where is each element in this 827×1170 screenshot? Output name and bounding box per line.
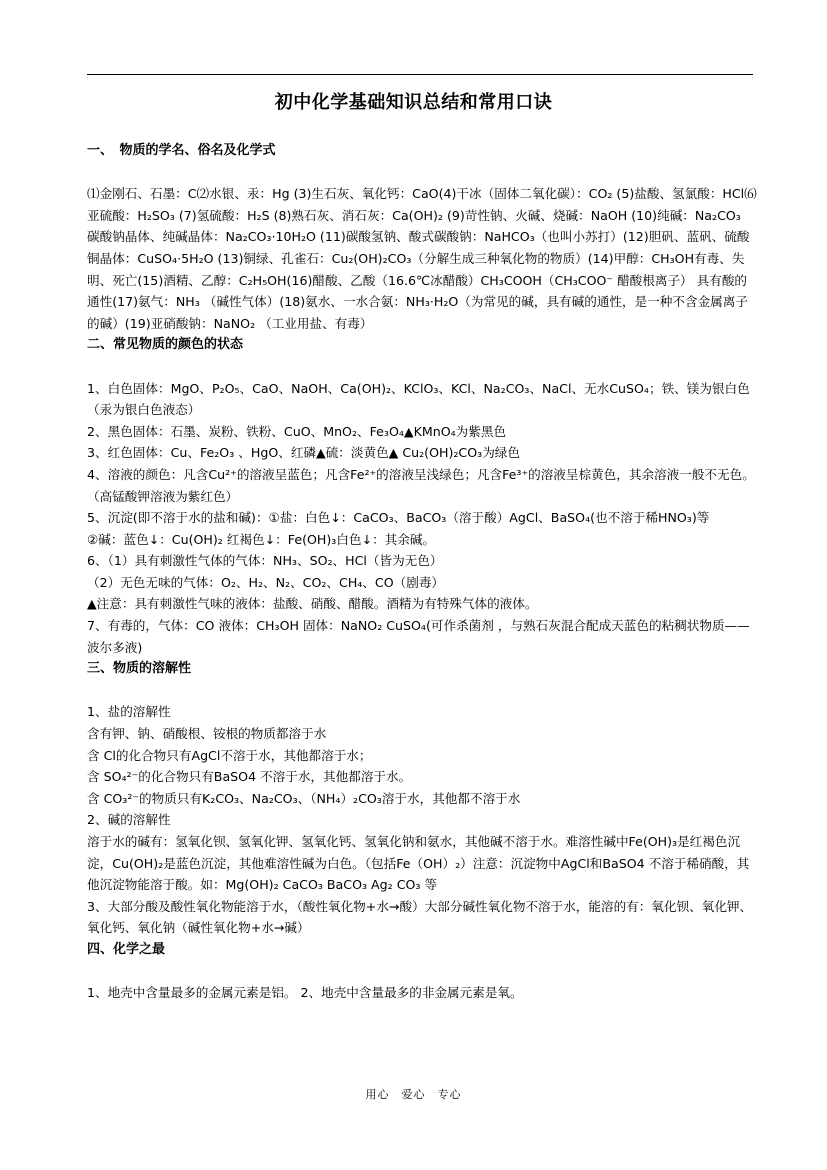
section-heading: 一、 物质的学名、俗名及化学式 [87, 143, 276, 158]
paragraph: ⑴金刚石、石墨：C⑵水银、汞：Hg (3)生石灰、氧化钙：CaO(4)干冰（固体二氧化碳）：CO₂ (5)盐酸、氢氯酸：HCl⑹亚硫酸：H₂SO₃ (7)氢硫酸：H₂S (8)熟石灰、消石灰：Ca(OH)₂ (9)苛性钠、火碱、烧碱：NaOH (10)纯碱：Na₂CO₃ 碳酸钠晶体、纯碱晶体：Na₂CO₃·10H₂O (11)碳酸氢钠、酸式碳酸钠：NaHCO₃（也叫小苏打）(12)胆矾、蓝矾、硫酸铜晶体：CuSO₄·5H₂O (13)铜绿、孔雀石：Cu₂(OH)₂CO₃（分解生成三种氧化物的物质）(14)甲醇：CH₃OH有毒、失明、死亡(15)酒精、乙醇：C₂H₅OH(16)醋酸、乙酸（16.6℃冰醋酸）CH₃COOH（CH₃COO⁻ 醋酸根离子） 具有酸的通性(17)氨气：NH₃ （碱性气体）(18)氨水、一水合氨：NH₃·H₂O（为常见的碱，具有碱的通性，是一种不含金属离子的碱）(19)亚硝酸钠：NaNO₂ （工业用盐、有毒） [87, 186, 757, 331]
paragraph: 溶于水的碱有：氢氧化钡、氢氧化钾、氢氧化钙、氢氧化钠和氨水，其他碱不溶于水。难溶性碱中Fe(OH)₃是红褐色沉淀，Cu(OH)₂是蓝色沉淀，其他难溶性碱为白色。（包括Fe（OH）₂）注意：沉淀物中AgCl和BaSO4 不溶于稀硝酸，其他沉淀物能溶于酸。如：Mg(OH)₂ CaCO₃ BaCO₃ Ag₂ CO₃ 等 [87, 834, 750, 893]
page-footer: 用心 爱心 专心 [365, 1088, 462, 1101]
section-heading: 三、物质的溶解性 [87, 661, 192, 677]
paragraph: 3、大部分酸及酸性氧化物能溶于水，（酸性氧化物+水→酸）大部分碱性氧化物不溶于水，能溶的有：氧化钡、氧化钾、氧化钙、氧化钠（碱性氧化物+水→碱） [87, 898, 753, 936]
header-rule [87, 74, 753, 75]
page-title: 初中化学基础知识总结和常用口诀 [274, 92, 553, 113]
paragraph: 3、红色固体：Cu、Fe₂O₃ 、HgO、红磷▲硫：淡黄色▲ Cu₂(OH)₂CO₃为绿色 [87, 445, 520, 461]
paragraph: 7、有毒的，气体：CO 液体：CH₃OH 固体：NaNO₂ CuSO₄(可作杀菌剂 ，与熟石灰混合配成天蓝色的粘稠状物质——波尔多液) [87, 618, 750, 655]
paragraph: 1、地壳中含量最多的金属元素是铝。 2、地壳中含量最多的非金属元素是氧。 [87, 985, 523, 1001]
document-body [87, 140, 757, 1004]
section-heading: 四、化学之最 [87, 941, 166, 957]
paragraph: 含 SO₄²⁻的化合物只有BaSO4 不溶于水，其他都溶于水。 [87, 769, 412, 785]
paragraph: 5、沉淀(即不溶于水的盐和碱)：①盐：白色↓：CaCO₃、BaCO₃（溶于酸）AgCl、BaSO₄(也不溶于稀HNO₃)等 [87, 510, 710, 526]
paragraph: 4、溶液的颜色：凡含Cu²⁺的溶液呈蓝色；凡含Fe²⁺的溶液呈浅绿色；凡含Fe³⁺的溶液呈棕黄色，其余溶液一般不无色。（高锰酸钾溶液为紫红色） [87, 466, 755, 504]
paragraph: 1、盐的溶解性 [87, 704, 171, 720]
paragraph: 含 Cl的化合物只有AgCl不溶于水，其他都溶于水； [87, 747, 372, 763]
paragraph: ②碱：蓝色↓：Cu(OH)₂ 红褐色↓：Fe(OH)₃白色↓：其余碱。 [87, 531, 436, 547]
paragraph: 含 CO₃²⁻的物质只有K₂CO₃、Na₂CO₃、（NH₄）₂CO₃溶于水，其他都不溶于水 [87, 790, 521, 806]
paragraph: 1、白色固体：MgO、P₂O₅、CaO、NaOH、Ca(OH)₂、KClO₃、KCl、Na₂CO₃、NaCl、无水CuSO₄；铁、镁为银白色（汞为银白色液态） [87, 380, 750, 418]
paragraph: 2、碱的溶解性 [87, 812, 171, 828]
paragraph: 含有钾、钠、硝酸根、铵根的物质都溶于水 [87, 726, 327, 742]
paragraph: 6、（1）具有刺激性气体的气体：NH₃、SO₂、HCl（皆为无色） [87, 553, 443, 569]
paragraph: 2、黑色固体：石墨、炭粉、铁粉、CuO、MnO₂、Fe₃O₄▲KMnO₄为紫黑色 [87, 423, 507, 439]
paragraph: （2）无色无味的气体：O₂、H₂、N₂、CO₂、CH₄、CO（剧毒） [87, 574, 445, 590]
paragraph: ▲注意：具有刺激性气味的液体：盐酸、硝酸、醋酸。酒精为有特殊气体的液体。 [87, 596, 538, 612]
section-heading: 二、常见物质的颜色的状态 [87, 337, 244, 353]
